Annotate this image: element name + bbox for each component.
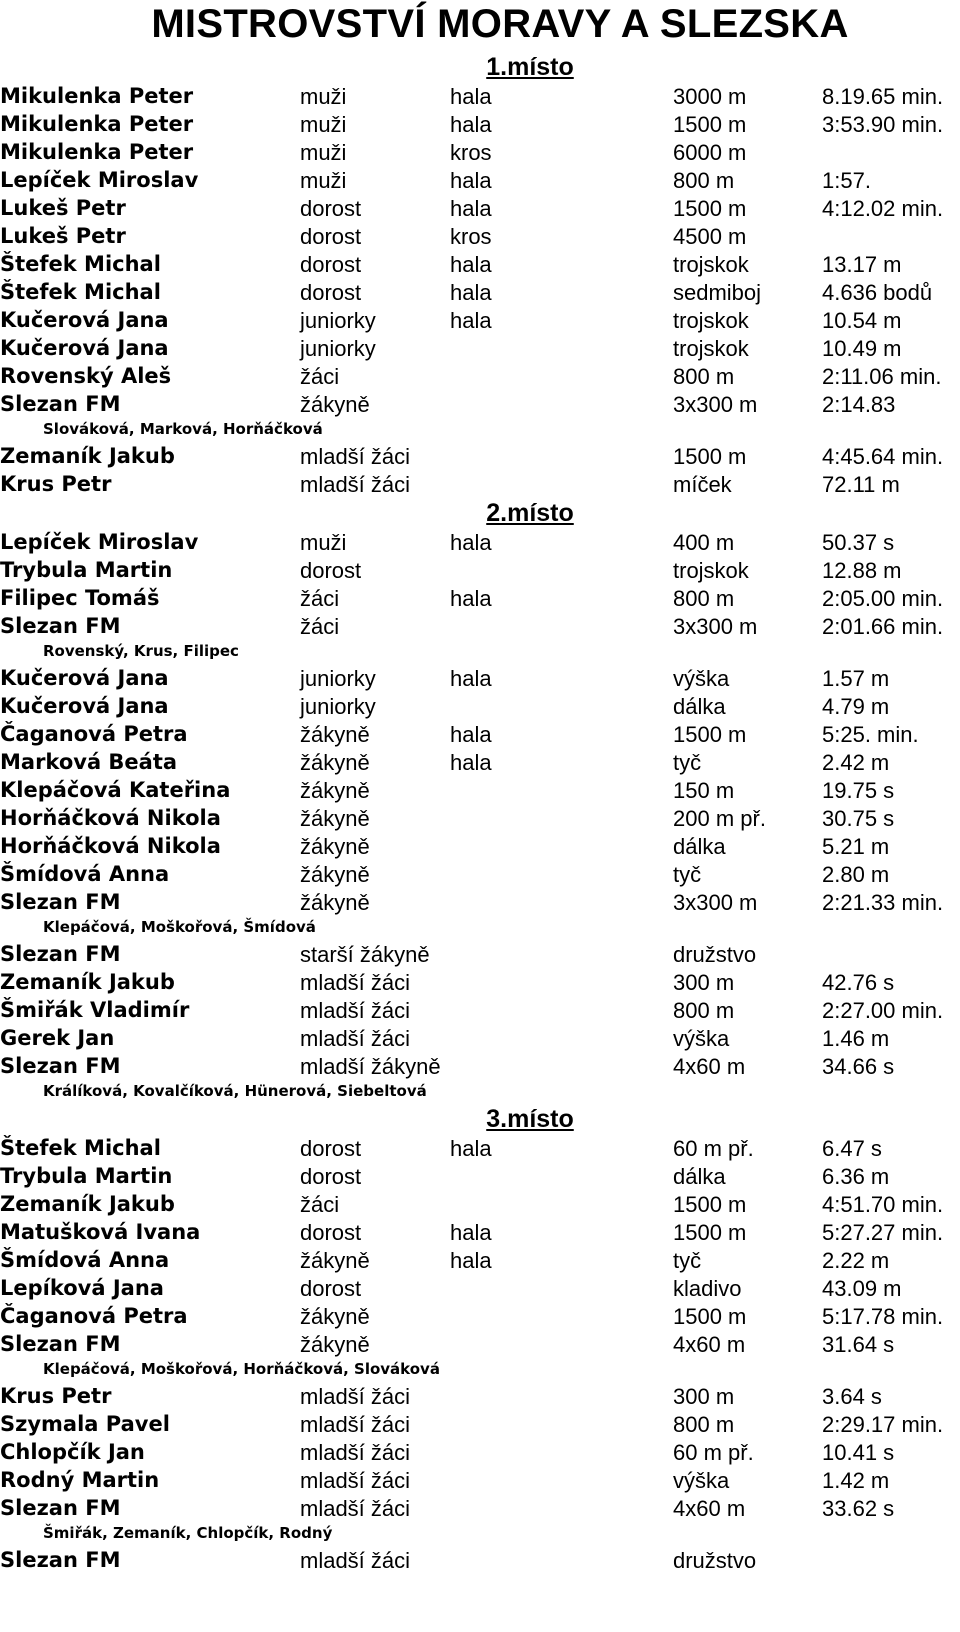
entry-discipline: míček: [673, 472, 732, 497]
entry-category: dorost: [300, 1220, 362, 1245]
entry-discipline: 800 m: [673, 364, 735, 389]
entry-discipline: 60 m př.: [673, 1136, 754, 1161]
entry-name: Čaganová Petra: [0, 1304, 188, 1328]
entry-name: Zemaník Jakub: [0, 970, 175, 994]
entry-category: dorost: [300, 196, 362, 221]
entry-discipline: výška: [673, 1026, 730, 1051]
relay-members-note: Rovenský, Krus, Filipec: [43, 642, 239, 660]
entry-result: 10.49 m: [822, 336, 902, 361]
result-row: [0, 1466, 960, 1495]
entry-discipline: 1500 m: [673, 112, 747, 137]
entry-venue: kros: [450, 224, 492, 249]
entry-discipline: dálka: [673, 1164, 726, 1189]
result-row: [0, 860, 960, 889]
entry-discipline: 1500 m: [673, 196, 747, 221]
entry-discipline: výška: [673, 1468, 730, 1493]
entry-category: mladší žáci: [300, 444, 411, 469]
entry-discipline: 300 m: [673, 970, 735, 995]
entry-category: žáci: [300, 364, 340, 389]
entry-discipline: dálka: [673, 694, 726, 719]
result-row: [0, 776, 960, 805]
result-row: [0, 82, 960, 111]
entry-category: žákyně: [300, 1304, 370, 1329]
result-row: [0, 720, 960, 749]
entry-result: 2:01.66 min.: [822, 614, 944, 639]
result-row: [0, 1024, 960, 1053]
entry-discipline: tyč: [673, 862, 702, 887]
entry-discipline: 3x300 m: [673, 890, 758, 915]
entry-result: 50.37 s: [822, 530, 895, 555]
entry-venue: hala: [450, 112, 492, 137]
entry-venue: hala: [450, 1220, 492, 1245]
entry-result: 10.54 m: [822, 308, 902, 333]
entry-result: 1.46 m: [822, 1026, 890, 1051]
entry-discipline: 200 m př.: [673, 806, 766, 831]
result-row: [0, 996, 960, 1025]
entry-discipline: 3x300 m: [673, 614, 758, 639]
entry-discipline: 1500 m: [673, 444, 747, 469]
result-row: [0, 748, 960, 777]
entry-result: 1.42 m: [822, 1468, 890, 1493]
result-row: [0, 250, 960, 279]
entry-discipline: 3x300 m: [673, 392, 758, 417]
result-row: [0, 888, 960, 917]
entry-discipline: tyč: [673, 1248, 702, 1273]
relay-members-note: Klepáčová, Moškořová, Horňáčková, Slováková: [43, 1360, 440, 1378]
entry-name: Kučerová Jana: [0, 666, 169, 690]
entry-venue: kros: [450, 140, 492, 165]
entry-category: dorost: [300, 1136, 362, 1161]
entry-name: Kučerová Jana: [0, 336, 169, 360]
entry-result: 42.76 s: [822, 970, 895, 995]
entry-category: muži: [300, 168, 347, 193]
entry-result: 4:51.70 min.: [822, 1192, 944, 1217]
entry-category: dorost: [300, 252, 362, 277]
entry-discipline: dálka: [673, 834, 726, 859]
result-row: [0, 1438, 960, 1467]
entry-category: dorost: [300, 280, 362, 305]
entry-venue: hala: [450, 530, 492, 555]
entry-category: dorost: [300, 224, 362, 249]
result-row: [0, 1382, 960, 1411]
result-row: [0, 362, 960, 391]
result-row: [0, 1546, 960, 1575]
entry-discipline: 1500 m: [673, 1192, 747, 1217]
document-title: MISTROVSTVÍ MORAVY A SLEZSKA: [151, 2, 849, 46]
entry-result: 2:05.00 min.: [822, 586, 944, 611]
entry-result: 2:27.00 min.: [822, 998, 944, 1023]
entry-category: juniorky: [300, 694, 376, 719]
entry-discipline: 800 m: [673, 1412, 735, 1437]
relay-members-note: Šmiřák, Zemaník, Chlopčík, Rodný: [43, 1524, 333, 1542]
entry-result: 3:53.90 min.: [822, 112, 944, 137]
entry-category: muži: [300, 140, 347, 165]
entry-result: 5:27.27 min.: [822, 1220, 944, 1245]
result-row: [0, 1330, 960, 1359]
result-row: [0, 664, 960, 693]
entry-category: mladší žáci: [300, 1468, 411, 1493]
entry-name: Lepíková Jana: [0, 1276, 164, 1300]
relay-members-note: Klepáčová, Moškořová, Šmídová: [43, 918, 316, 936]
entry-result: 43.09 m: [822, 1276, 902, 1301]
entry-result: 1:57.: [822, 168, 871, 193]
entry-result: 33.62 s: [822, 1496, 895, 1521]
result-row: [0, 584, 960, 613]
result-row: [0, 442, 960, 471]
entry-discipline: trojskok: [673, 336, 749, 361]
entry-category: mladší žáci: [300, 1412, 411, 1437]
result-row: [0, 1274, 960, 1303]
entry-discipline: 4x60 m: [673, 1496, 746, 1521]
entry-result: 10.41 s: [822, 1440, 895, 1465]
entry-result: 5.21 m: [822, 834, 890, 859]
entry-result: 2:21.33 min.: [822, 890, 944, 915]
entry-name: Šmídová Anna: [0, 1248, 170, 1272]
entry-category: starší žákyně: [300, 942, 430, 967]
entry-discipline: trojskok: [673, 252, 749, 277]
entry-category: žákyně: [300, 834, 370, 859]
entry-name: Gerek Jan: [0, 1026, 115, 1050]
result-row: [0, 528, 960, 557]
result-row: [0, 1162, 960, 1191]
entry-name: Rovenský Aleš: [0, 364, 172, 388]
entry-result: 4.79 m: [822, 694, 890, 719]
entry-result: 5:17.78 min.: [822, 1304, 944, 1329]
entry-name: Kučerová Jana: [0, 694, 169, 718]
entry-result: 1.57 m: [822, 666, 890, 691]
entry-discipline: 1500 m: [673, 1304, 747, 1329]
entry-venue: hala: [450, 252, 492, 277]
entry-category: žákyně: [300, 722, 370, 747]
entry-category: muži: [300, 530, 347, 555]
result-row: [0, 804, 960, 833]
entry-discipline: 800 m: [673, 168, 735, 193]
entry-discipline: 1500 m: [673, 722, 747, 747]
entry-discipline: 3000 m: [673, 84, 747, 109]
entry-name: Szymala Pavel: [0, 1412, 170, 1436]
entry-discipline: 300 m: [673, 1384, 735, 1409]
entry-discipline: tyč: [673, 750, 702, 775]
entry-name: Chlopčík Jan: [0, 1440, 145, 1464]
entry-result: 5:25. min.: [822, 722, 919, 747]
result-row: [0, 1410, 960, 1439]
result-row: [0, 1190, 960, 1219]
entry-category: žáci: [300, 586, 340, 611]
entry-result: 30.75 s: [822, 806, 895, 831]
entry-name: Marková Beáta: [0, 750, 178, 774]
result-row: [0, 1494, 960, 1523]
entry-discipline: 150 m: [673, 778, 735, 803]
entry-name: Lukeš Petr: [0, 224, 126, 248]
section-heading: 2.místo: [486, 499, 574, 527]
result-row: [0, 222, 960, 251]
entry-result: 19.75 s: [822, 778, 895, 803]
entry-category: mladší žáci: [300, 1384, 411, 1409]
entry-discipline: trojskok: [673, 308, 749, 333]
entry-name: Slezan FM: [0, 1054, 121, 1078]
entry-name: Zemaník Jakub: [0, 1192, 175, 1216]
entry-result: 31.64 s: [822, 1332, 895, 1357]
entry-name: Krus Petr: [0, 472, 112, 496]
entry-result: 2:14.83: [822, 392, 896, 417]
relay-members-note: Slováková, Marková, Horňáčková: [43, 420, 323, 438]
entry-name: Slezan FM: [0, 614, 121, 638]
result-row: [0, 138, 960, 167]
entry-venue: hala: [450, 666, 492, 691]
result-row: [0, 278, 960, 307]
result-row: [0, 1246, 960, 1275]
relay-members-note: Králíková, Kovalčíková, Hünerová, Siebeltová: [43, 1082, 427, 1100]
entry-name: Slezan FM: [0, 1332, 121, 1356]
entry-category: mladší žákyně: [300, 1054, 441, 1079]
entry-name: Filipec Tomáš: [0, 586, 160, 610]
entry-venue: hala: [450, 1136, 492, 1161]
entry-name: Štefek Michal: [0, 1136, 161, 1160]
entry-discipline: 4500 m: [673, 224, 747, 249]
entry-name: Mikulenka Peter: [0, 140, 194, 164]
entry-venue: hala: [450, 168, 492, 193]
entry-result: 4:12.02 min.: [822, 196, 944, 221]
result-row: [0, 1052, 960, 1081]
result-row: [0, 306, 960, 335]
result-row: [0, 390, 960, 419]
entry-category: mladší žáci: [300, 1026, 411, 1051]
entry-result: 2.22 m: [822, 1248, 890, 1273]
entry-discipline: 1500 m: [673, 1220, 747, 1245]
section-heading: 1.místo: [486, 53, 574, 81]
entry-result: 6.36 m: [822, 1164, 890, 1189]
entry-discipline: 4x60 m: [673, 1054, 746, 1079]
entry-category: juniorky: [300, 336, 376, 361]
entry-category: dorost: [300, 1164, 362, 1189]
entry-name: Štefek Michal: [0, 280, 161, 304]
entry-result: 2:29.17 min.: [822, 1412, 944, 1437]
entry-result: 34.66 s: [822, 1054, 895, 1079]
entry-name: Mikulenka Peter: [0, 112, 194, 136]
entry-discipline: družstvo: [673, 1548, 757, 1573]
entry-name: Slezan FM: [0, 890, 121, 914]
entry-name: Lepíček Miroslav: [0, 530, 199, 554]
entry-category: juniorky: [300, 308, 376, 333]
entry-venue: hala: [450, 1248, 492, 1273]
result-row: [0, 612, 960, 641]
entry-category: žákyně: [300, 1332, 370, 1357]
entry-name: Klepáčová Kateřina: [0, 778, 231, 802]
entry-discipline: 4x60 m: [673, 1332, 746, 1357]
entry-name: Lukeš Petr: [0, 196, 126, 220]
entry-venue: hala: [450, 84, 492, 109]
entry-venue: hala: [450, 280, 492, 305]
entry-name: Slezan FM: [0, 1496, 121, 1520]
entry-discipline: 400 m: [673, 530, 735, 555]
entry-category: žáci: [300, 1192, 340, 1217]
entry-result: 6.47 s: [822, 1136, 882, 1161]
entry-discipline: trojskok: [673, 558, 749, 583]
entry-discipline: 6000 m: [673, 140, 747, 165]
entry-name: Štefek Michal: [0, 252, 161, 276]
result-row: [0, 832, 960, 861]
entry-result: 4.636 bodů: [822, 280, 933, 305]
entry-name: Slezan FM: [0, 942, 121, 966]
result-row: [0, 470, 960, 499]
entry-discipline: sedmiboj: [673, 280, 762, 305]
entry-venue: hala: [450, 196, 492, 221]
entry-name: Slezan FM: [0, 1548, 121, 1572]
entry-category: žákyně: [300, 862, 370, 887]
entry-name: Matušková Ivana: [0, 1220, 201, 1244]
entry-result: 2.80 m: [822, 862, 890, 887]
result-row: [0, 1218, 960, 1247]
entry-venue: hala: [450, 308, 492, 333]
entry-category: mladší žáci: [300, 472, 411, 497]
result-row: [0, 1302, 960, 1331]
entry-name: Mikulenka Peter: [0, 84, 194, 108]
entry-discipline: výška: [673, 666, 730, 691]
entry-category: mladší žáci: [300, 1548, 411, 1573]
entry-name: Šmídová Anna: [0, 862, 170, 886]
entry-discipline: 60 m př.: [673, 1440, 754, 1465]
entry-name: Čaganová Petra: [0, 722, 188, 746]
entry-venue: hala: [450, 586, 492, 611]
entry-result: 72.11 m: [822, 472, 900, 497]
result-row: [0, 1134, 960, 1163]
entry-result: 3.64 s: [822, 1384, 882, 1409]
entry-result: 2.42 m: [822, 750, 890, 775]
result-row: [0, 556, 960, 585]
entry-category: mladší žáci: [300, 970, 411, 995]
entry-discipline: 800 m: [673, 586, 735, 611]
entry-result: 13.17 m: [822, 252, 902, 277]
result-row: [0, 334, 960, 363]
entry-name: Slezan FM: [0, 392, 121, 416]
entry-category: mladší žáci: [300, 998, 411, 1023]
entry-name: Horňáčková Nikola: [0, 834, 221, 858]
entry-category: žákyně: [300, 778, 370, 803]
entry-venue: hala: [450, 750, 492, 775]
entry-category: mladší žáci: [300, 1496, 411, 1521]
entry-name: Šmiřák Vladimír: [0, 998, 190, 1022]
entry-category: žákyně: [300, 1248, 370, 1273]
result-row: [0, 692, 960, 721]
entry-category: mladší žáci: [300, 1440, 411, 1465]
section-heading: 3.místo: [486, 1105, 574, 1133]
entry-category: žákyně: [300, 890, 370, 915]
entry-discipline: družstvo: [673, 942, 757, 967]
result-row: [0, 968, 960, 997]
entry-category: žáci: [300, 614, 340, 639]
entry-name: Kučerová Jana: [0, 308, 169, 332]
entry-result: 8.19.65 min.: [822, 84, 944, 109]
entry-category: muži: [300, 112, 347, 137]
entry-category: žákyně: [300, 750, 370, 775]
result-row: [0, 194, 960, 223]
entry-category: žákyně: [300, 392, 370, 417]
entry-result: 12.88 m: [822, 558, 902, 583]
entry-name: Horňáčková Nikola: [0, 806, 221, 830]
entry-name: Trybula Martin: [0, 1164, 173, 1188]
entry-category: muži: [300, 84, 347, 109]
result-row: [0, 940, 960, 969]
entry-category: dorost: [300, 558, 362, 583]
entry-category: žákyně: [300, 806, 370, 831]
entry-discipline: kladivo: [673, 1276, 742, 1301]
entry-name: Trybula Martin: [0, 558, 173, 582]
entry-result: 2:11.06 min.: [822, 364, 942, 389]
entry-name: Zemaník Jakub: [0, 444, 175, 468]
entry-venue: hala: [450, 722, 492, 747]
entry-category: juniorky: [300, 666, 376, 691]
entry-category: dorost: [300, 1276, 362, 1301]
entry-name: Rodný Martin: [0, 1468, 160, 1492]
entry-name: Krus Petr: [0, 1384, 112, 1408]
result-row: [0, 166, 960, 195]
entry-name: Lepíček Miroslav: [0, 168, 199, 192]
result-row: [0, 110, 960, 139]
entry-result: 4:45.64 min.: [822, 444, 944, 469]
entry-discipline: 800 m: [673, 998, 735, 1023]
